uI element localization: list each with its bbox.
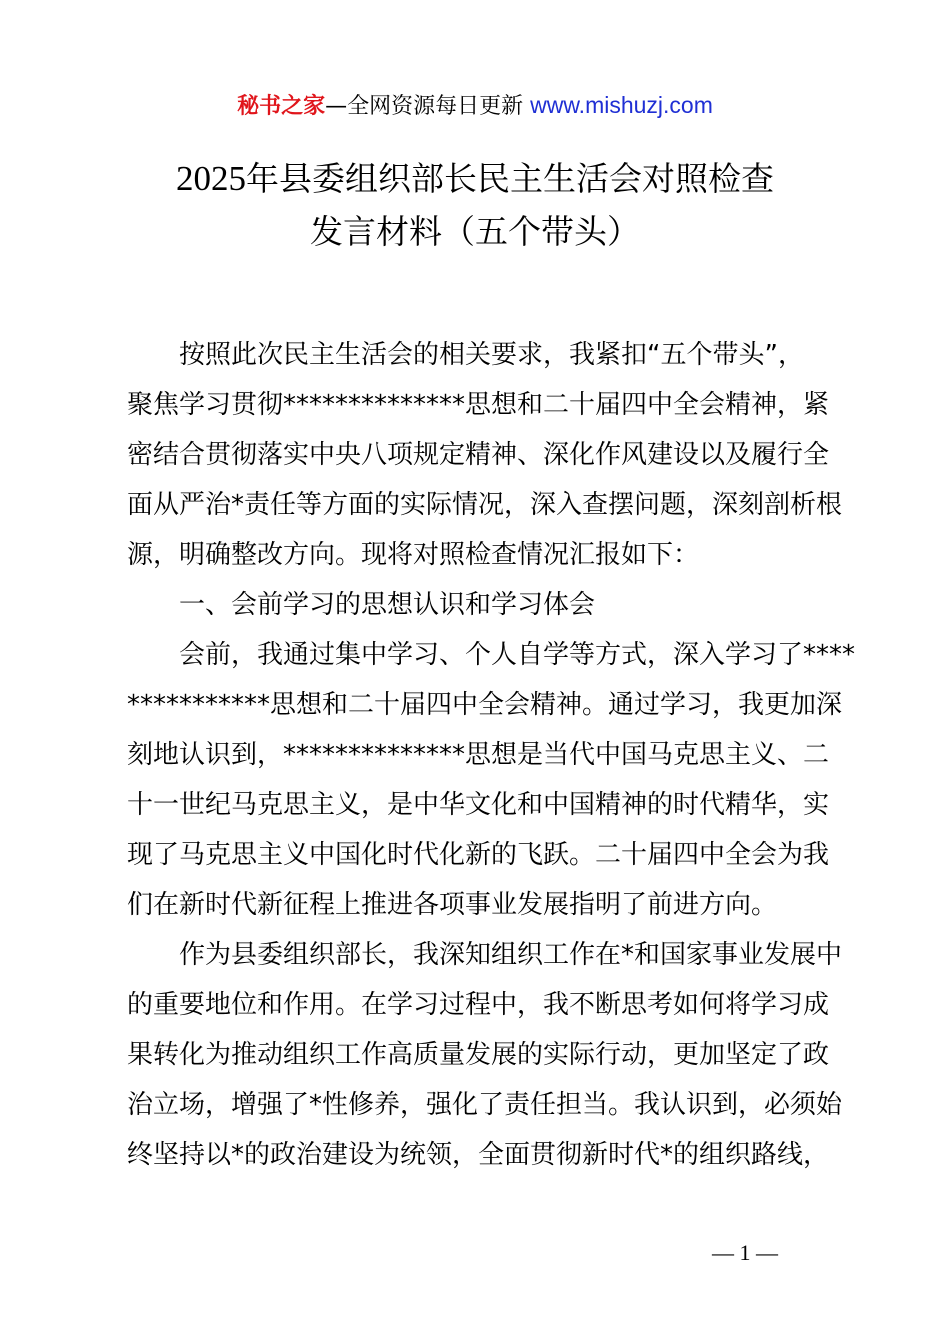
paragraph-role-line: 果转化为推动组织工作高质量发展的实际行动，更加坚定了政 <box>127 1040 830 1070</box>
paragraph-study-line: 现了马克思主义中国化时代化新的飞跃。二十届四中全会为我 <box>127 840 830 870</box>
paragraph-role-line: 治立场，增强了*性修养，强化了责任担当。我认识到，必须始 <box>127 1090 843 1120</box>
paragraph-role-line: 终坚持以*的政治建设为统领，全面贯彻新时代*的组织路线， <box>127 1140 830 1170</box>
title-line-1-text: 年县委组织部长民主生活会对照检查 <box>246 159 774 198</box>
document-title <box>100 152 850 258</box>
paragraph-intro-line: 密结合贯彻落实中央八项规定精神、深化作风建设以及履行全 <box>127 440 830 470</box>
paragraph-intro-line: 按照此次民主生活会的相关要求，我紧扣“五个带头”， <box>179 340 804 370</box>
paragraph-intro-line: 源，明确整改方向。现将对照检查情况汇报如下： <box>127 540 700 570</box>
paragraph-study-line: ***********思想和二十届四中全会精神。通过学习，我更加深 <box>127 690 843 720</box>
paragraph-study-line: 会前，我通过集中学习、个人自学等方式，深入学习了**** <box>179 640 856 670</box>
title-line-1 <box>100 152 850 205</box>
title-line-2: 发言材料（五个带头） <box>310 212 640 251</box>
site-tagline: —全网资源每日更新 <box>325 94 524 119</box>
paragraph-role-line: 作为县委组织部长，我深知组织工作在*和国家事业发展中 <box>179 940 843 970</box>
paragraph-study-line: 刻地认识到，**************思想是当代中国马克思主义、二 <box>127 740 830 770</box>
title-year: 2025 <box>176 159 246 198</box>
site-brand: 秘书之家 <box>237 94 326 119</box>
paragraph-role-line: 的重要地位和作用。在学习过程中，我不断思考如何将学习成 <box>127 990 830 1020</box>
paragraph-intro-line: 聚焦学习贯彻**************思想和二十届四中全会精神，紧 <box>127 390 830 420</box>
site-header <box>0 88 950 124</box>
section-heading: 一、会前学习的思想认识和学习体会 <box>179 590 596 620</box>
site-url-link[interactable]: www.mishuzj.com <box>530 92 713 118</box>
paragraph-study-line: 们在新时代新征程上推进各项事业发展指明了前进方向。 <box>127 890 778 920</box>
page-number: — 1 — <box>712 1240 778 1265</box>
document-body <box>127 330 856 1180</box>
paragraph-study-line: 十一世纪马克思主义，是中华文化和中国精神的时代精华，实 <box>127 790 830 820</box>
paragraph-intro-line: 面从严治*责任等方面的实际情况，深入查摆问题，深刻剖析根 <box>127 490 843 520</box>
